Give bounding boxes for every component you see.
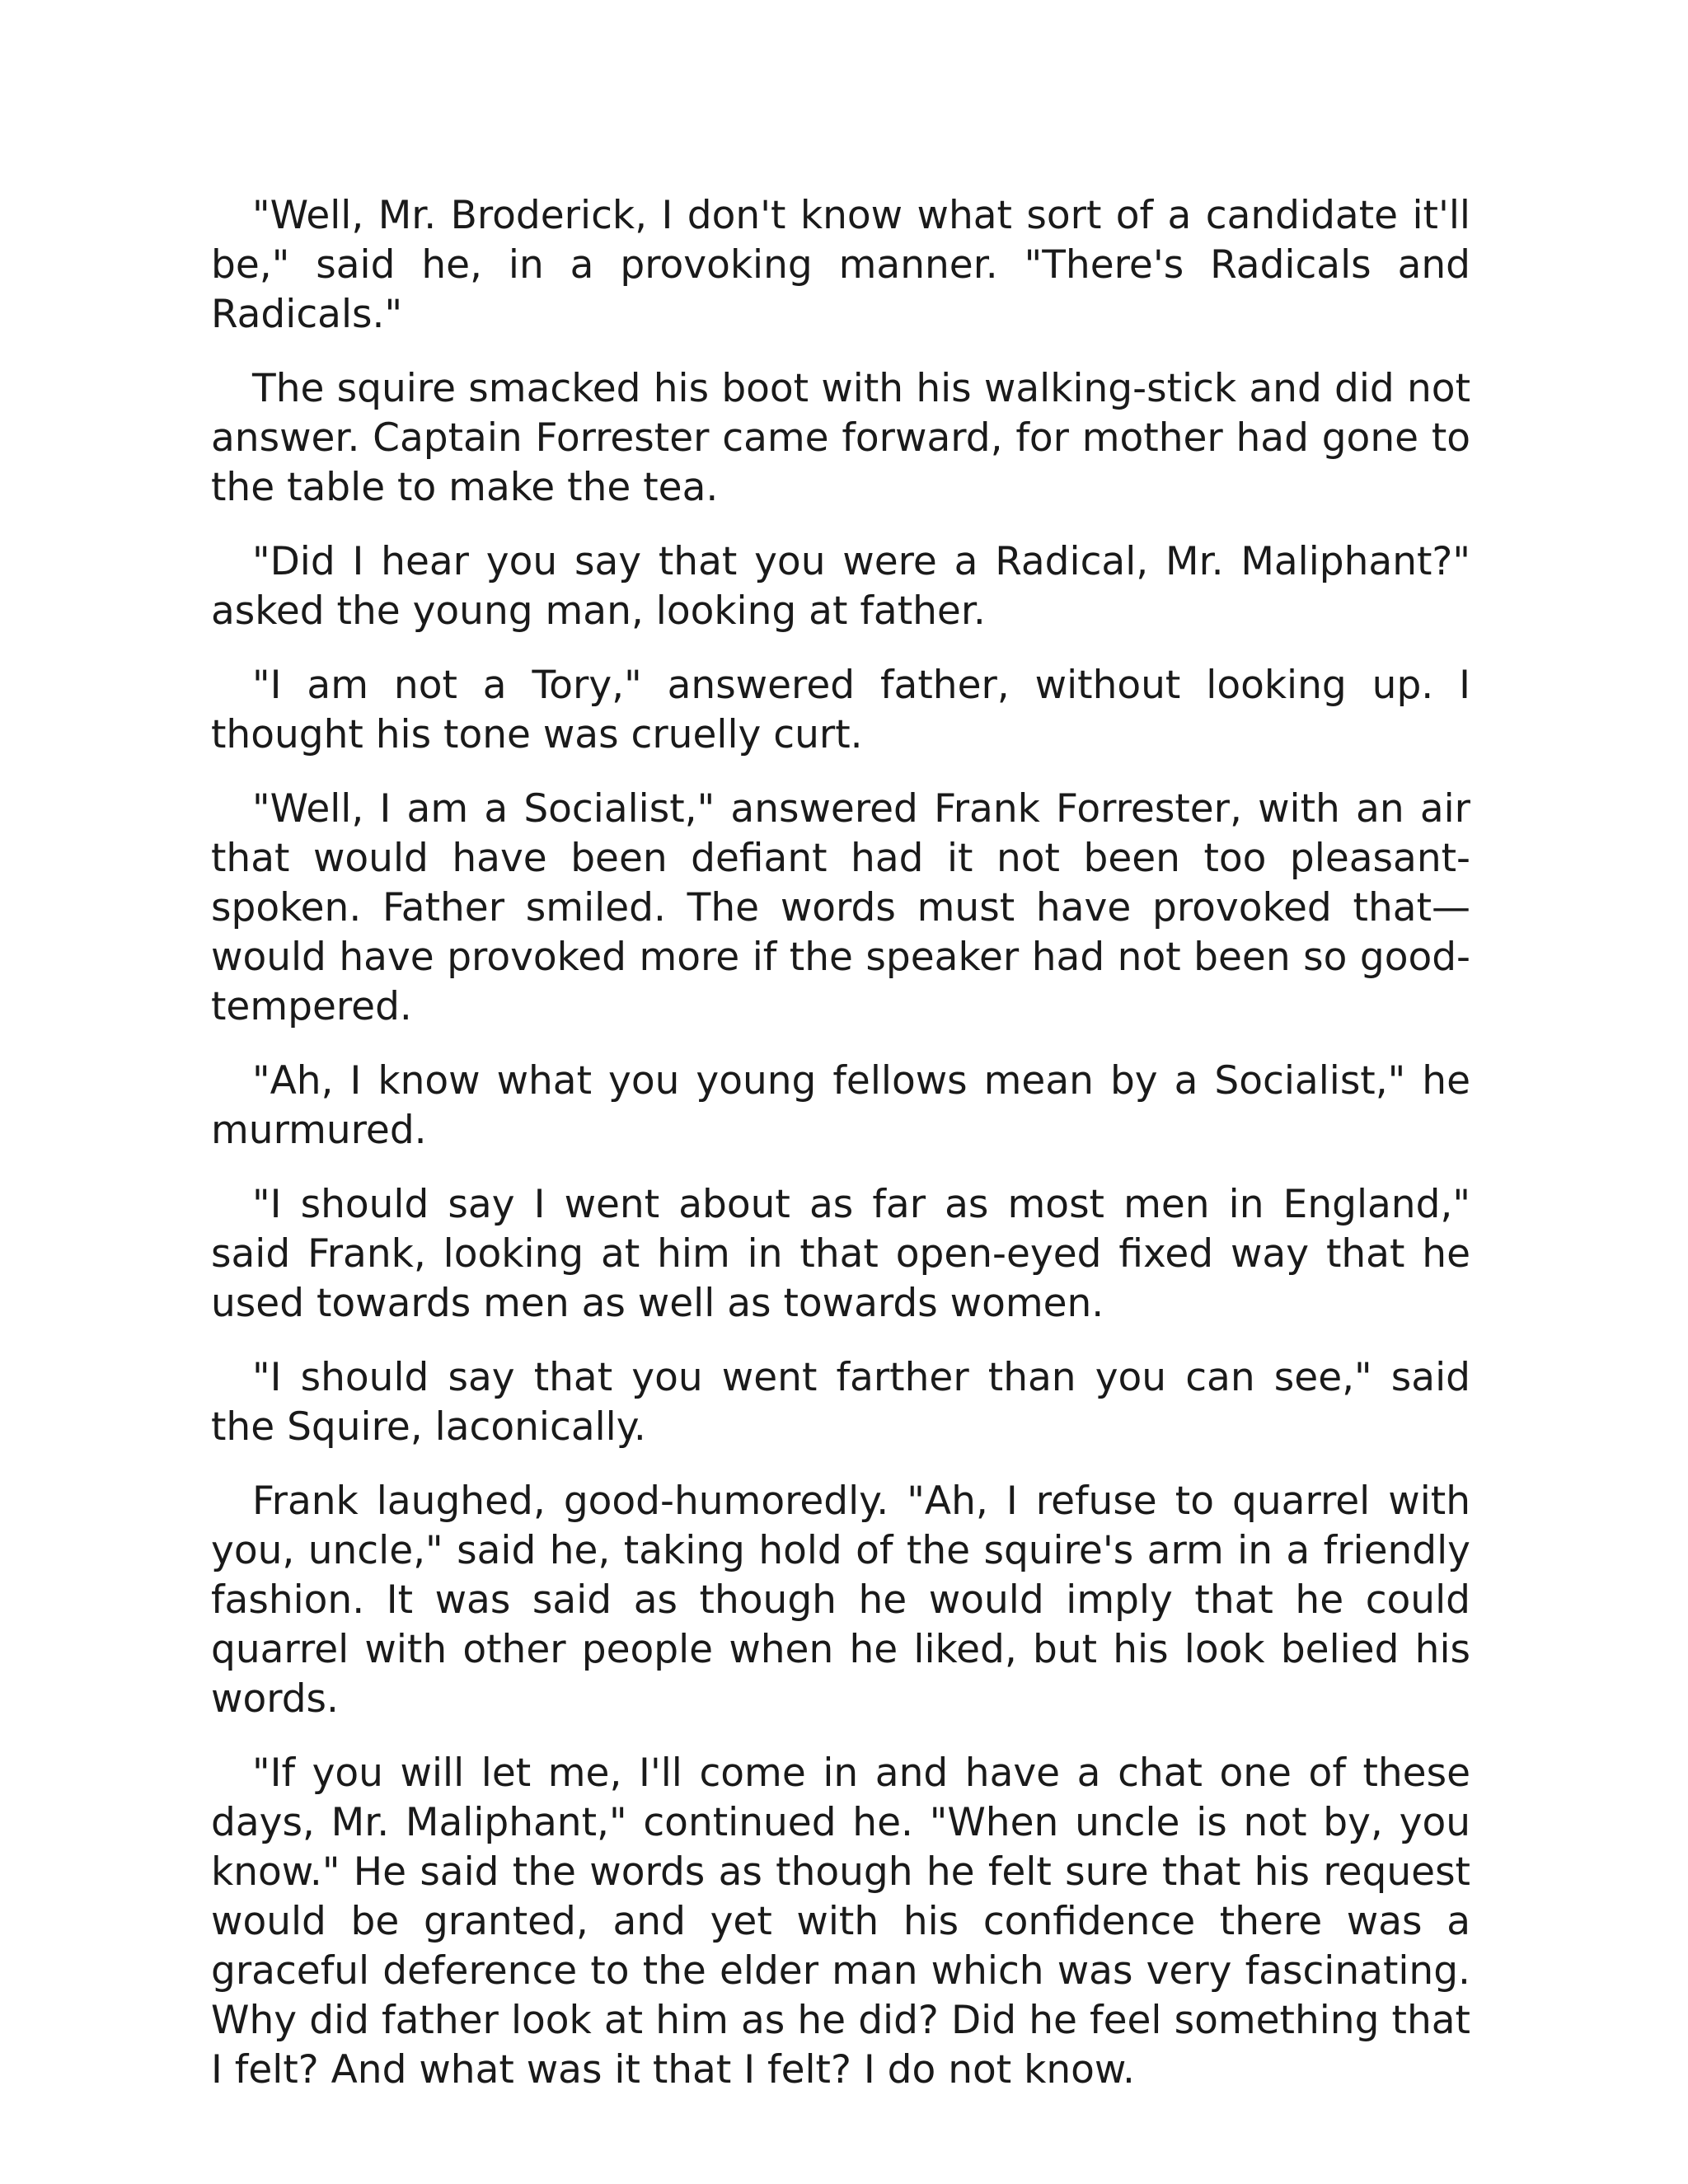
paragraph-9: Frank laughed, good-humoredly. "Ah, I refuse to quarrel with you, uncle," said he, taking hold of the squire's arm in a friendly fashion. It was said as though he would imply that he could quarrel with other people when he liked, but his look belied his words. <box>211 1479 1470 1722</box>
paragraph-10: "If you will let me, I'll come in and have a chat one of these days, Mr. Maliphant," continued he. "When uncle is not by, you know." He said the words as though he felt sure that his request would be granted, and yet with his confidence there was a graceful deference to the elder man which was very fascinating. Why did father look at him as he did? Did he feel something that I felt? And what was it that I felt? I do not know. <box>211 1750 1470 2093</box>
paragraph-2: The squire smacked his boot with his walking-stick and did not answer. Captain Forrester came forward, for mother had gone to the table to make the tea. <box>211 366 1470 510</box>
paragraph-8: "I should say that you went farther than you can see," said the Squire, laconically. <box>211 1355 1470 1450</box>
paragraph-3: "Did I hear you say that you were a Radical, Mr. Maliphant?" asked the young man, looking at father. <box>211 539 1470 634</box>
page-text <box>211 191 1470 2120</box>
paragraph-4: "I am not a Tory," answered father, without looking up. I thought his tone was cruelly curt. <box>211 663 1470 757</box>
paragraph-5: "Well, I am a Socialist," answered Frank Forrester, with an air that would have been defiant had it not been too pleasant-spoken. Father smiled. The words must have provoked that—would have provoked more if the speaker had not been so good-tempered. <box>211 786 1470 1029</box>
paragraph-7: "I should say I went about as far as most men in England," said Frank, looking at him in that open-eyed fixed way that he used towards men as well as towards women. <box>211 1182 1470 1326</box>
paragraph-1: "Well, Mr. Broderick, I don't know what sort of a candidate it'll be," said he, in a provoking manner. "There's Radicals and Radicals." <box>211 193 1470 337</box>
paragraph-6: "Ah, I know what you young fellows mean by a Socialist," he murmured. <box>211 1058 1470 1153</box>
